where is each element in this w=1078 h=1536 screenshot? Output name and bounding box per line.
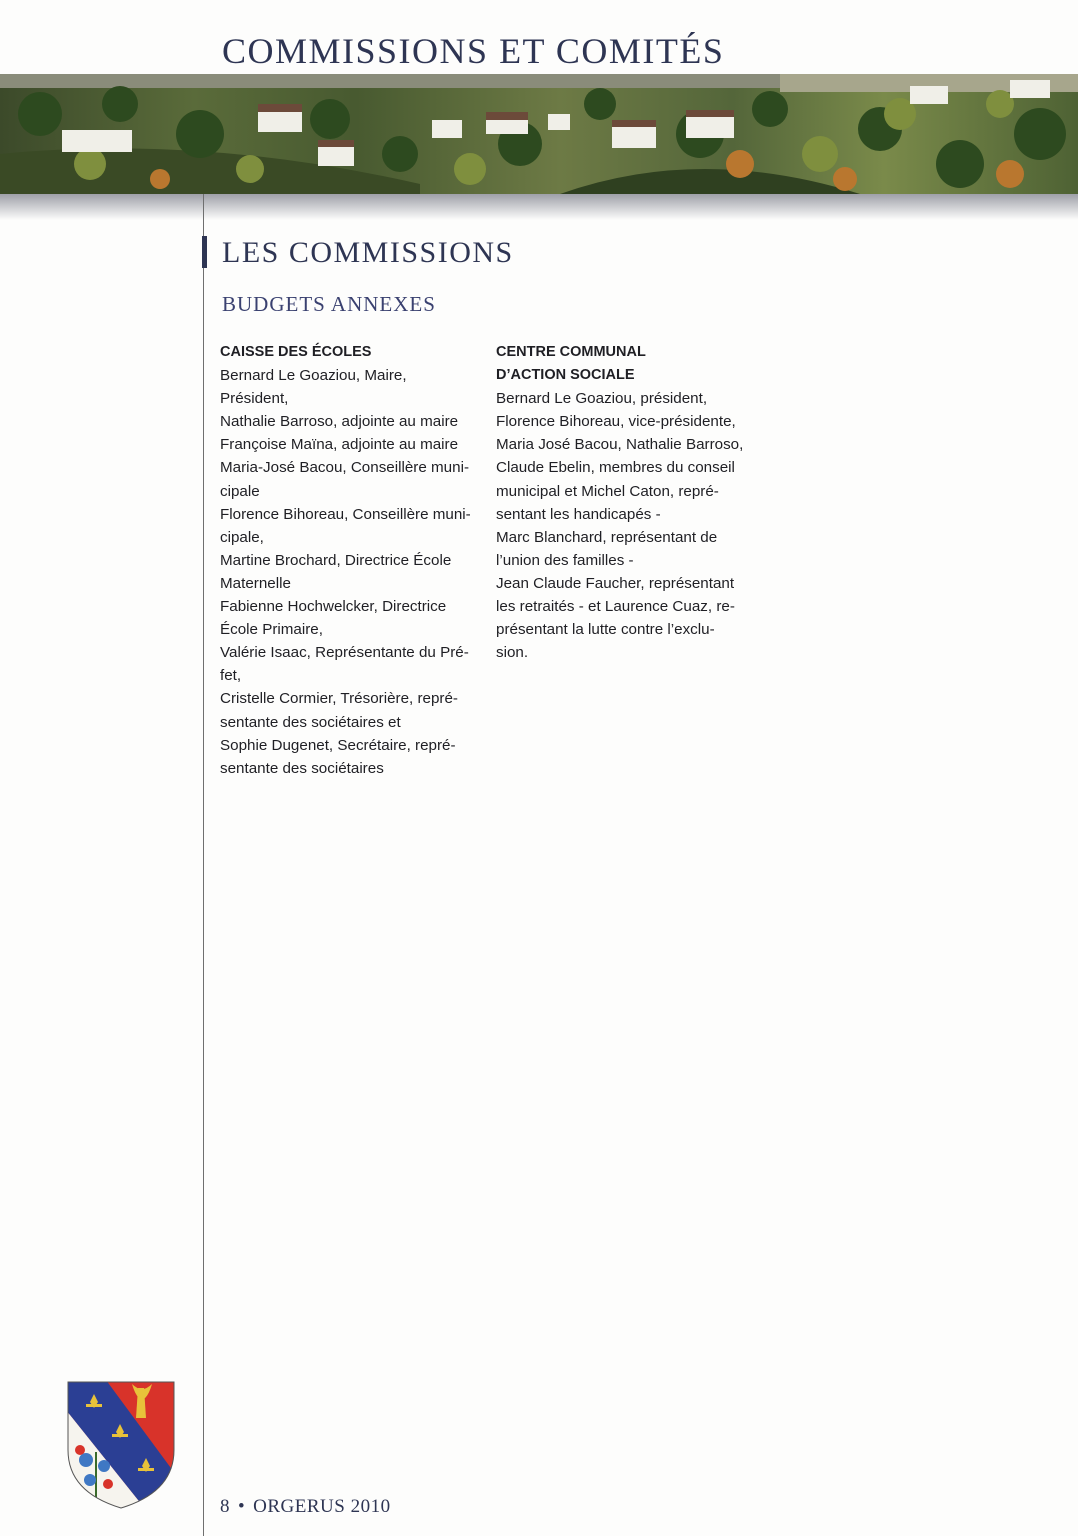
column-heading: CAISSE DES ÉCOLES [220,344,372,360]
member-line: Maria-José Bacou, Conseillère muni- [220,459,470,477]
member-line: l’union des familles - [496,551,634,569]
member-line: Claude Ebelin, membres du conseil [496,459,735,477]
column-heading: D’ACTION SOCIALE [496,367,635,384]
aerial-village-image [0,74,1078,194]
member-line: Fabienne Hochwelcker, Directrice [220,598,447,616]
aerial-photo-banner [0,74,1078,194]
member-line: sion. [496,644,529,662]
member-line: sentante des sociétaires [220,759,384,777]
member-line: Maria José Bacou, Nathalie Barroso, [496,436,744,454]
publication-name: ORGERUS 2010 [253,1496,391,1517]
member-line: sentant les handicapés - [496,505,661,523]
page-title: COMMISSIONS ET COMITÉS [222,31,725,71]
member-line: municipal et Michel Caton, repré- [496,482,719,500]
column-heading: CENTRE COMMUNAL [496,344,646,360]
coat-of-arms-shield-icon [66,1380,176,1510]
member-line: Maternelle [220,574,291,592]
member-line: Bernard Le Goaziou, président, [496,390,708,408]
member-line: Cristelle Cormier, Trésorière, repré- [220,690,458,708]
member-line: Sophie Dugenet, Secrétaire, repré- [220,736,456,754]
coat-of-arms [66,1380,176,1515]
member-line: Florence Bihoreau, vice-présidente, [496,413,736,431]
member-line: Jean Claude Faucher, représentant [496,574,735,592]
section-marker [202,236,207,268]
column-centre-communal-action-sociale [496,341,756,664]
member-line: Martine Brochard, Directrice École [220,551,452,569]
member-line: fet, [220,667,242,685]
member-line: cipale, [220,528,264,546]
page-footer [220,1496,391,1518]
column-caisse-des-ecoles [220,341,480,780]
member-line: Valérie Isaac, Représentante du Pré- [220,644,469,662]
page-number: 8 [220,1496,230,1517]
banner-shadow [0,194,1078,220]
member-line: Françoise Maïna, adjointe au maire [220,436,459,454]
member-line: sentante des sociétaires et [220,713,401,731]
member-line: présentant la lutte contre l’exclu- [496,621,715,639]
member-line: École Primaire, [220,621,323,639]
member-line: Florence Bihoreau, Conseillère muni- [220,505,471,523]
member-line: Bernard Le Goaziou, Maire, [220,367,407,385]
section-subtitle: BUDGETS ANNEXES [222,292,436,316]
member-line: Président, [220,390,289,408]
margin-rule [203,194,204,1536]
member-line: les retraités - et Laurence Cuaz, re- [496,598,735,616]
member-line: cipale [220,482,260,500]
member-line: Nathalie Barroso, adjointe au maire [220,413,459,431]
member-line: Marc Blanchard, représentant de [496,528,718,546]
footer-separator: • [238,1496,246,1517]
section-title: LES COMMISSIONS [222,236,514,269]
